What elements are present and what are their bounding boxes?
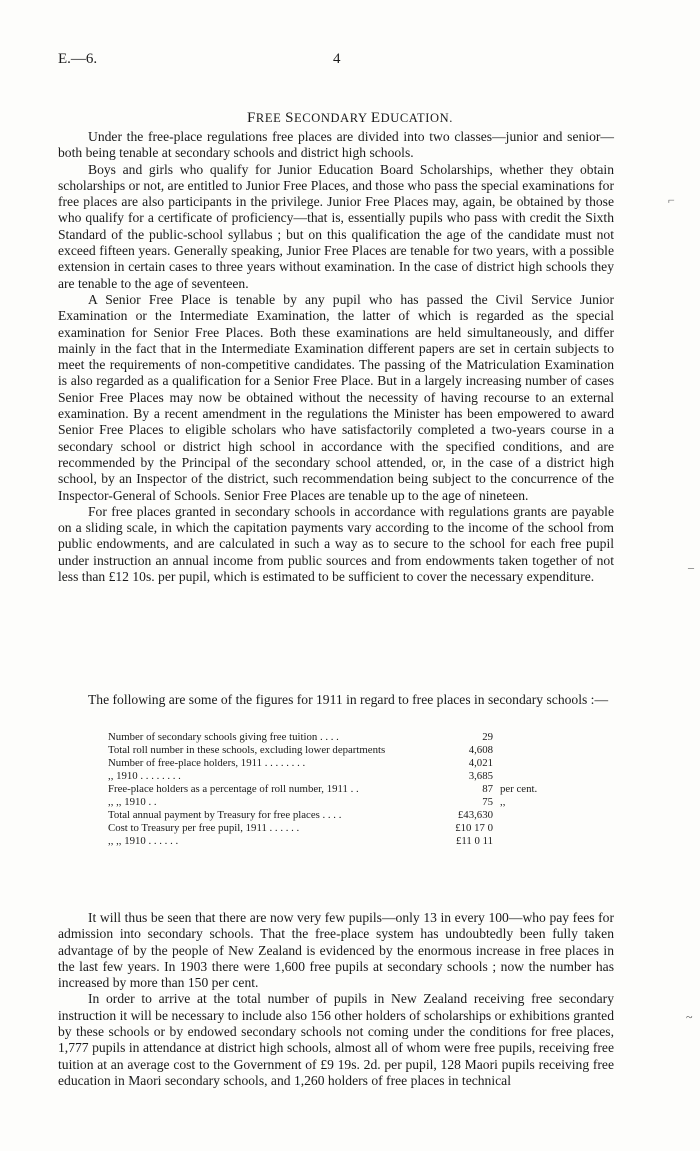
stat-label: Cost to Treasury per free pupil, 1911 . . . . . . [108, 822, 300, 834]
stat-label: Total annual payment by Treasury for free places . . . . [108, 809, 342, 821]
stat-row [108, 783, 578, 796]
body-text-bottom [58, 910, 614, 1089]
body-text-top [58, 129, 614, 585]
stat-row [108, 822, 578, 835]
section-title: FREE SECONDARY EDUCATION. [246, 110, 454, 126]
stat-row [108, 744, 578, 757]
stat-value: £11 0 11 [456, 835, 493, 847]
stat-label: ,, ,, 1910 . . . . . . [108, 835, 179, 847]
paragraph: It will thus be seen that there are now very few pupils—only 13 in every 100—who pay fees for admission into secondary schools. That the free-place system has undoubtedly been fully taken advantage of by the people of New Zealand is evidenced by the enormous increase in free places in the last few years. In 1903 there were 1,600 free pupils at secondary schools ; now the number has increased by more than 150 per cent. [58, 910, 614, 991]
stat-row [108, 731, 578, 744]
margin-mark: ~ [686, 1010, 693, 1024]
stat-label: Free-place holders as a percentage of roll number, 1911 . . [108, 783, 359, 795]
margin-mark: ‒ [688, 560, 694, 574]
stat-label: ,, 1910 . . . . . . . . [108, 770, 181, 782]
stat-unit: ,, [500, 796, 506, 808]
paragraph: For free places granted in secondary schools in accordance with regulations grants are payable on a sliding scale, in which the capitation payments vary according to the income of the school from public endowments, and are calculated in such a way as to secure to the school for each free pupil under instruction an annual income from public sources and from endowments taken together of not less than £12 10s. per pupil, which is estimated to be sufficient to cover the necessary expenditure. [58, 503, 614, 585]
stat-label: Number of free-place holders, 1911 . . . . . . . . [108, 757, 306, 769]
stat-label: Number of secondary schools giving free tuition . . . . [108, 731, 339, 743]
stat-value: 4,021 [468, 757, 493, 769]
stat-row [108, 809, 578, 822]
paragraph: In order to arrive at the total number of pupils in New Zealand receiving free secondary instruction it will be necessary to include also 156 other holders of scholarships or exhibitions granted by these schools or by endowed secondary schools not coming under the conditions for free places, 1,777 pupils in attendance at district high schools, almost all of whom were free pupils, receiving free tuition at an average cost to the Government of £9 19s. 2d. per pupil, 128 Maori pupils receiving free education in Maori secondary schools, and 1,260 holders of free places in technical [58, 991, 614, 1088]
stat-value: 75 [482, 796, 493, 808]
stat-value: 3,685 [468, 770, 493, 782]
paragraph: Boys and girls who qualify for Junior Education Board Scholarships, whether they obtain scholarships or not, are entitled to Junior Free Places, and those who pass the special examinations for free places are also participants in the privilege. Junior Free Places may, again, be obtained by those who qualify for a certificate of proficiency—that is, essentially pupils who pass with credit the Sixth Standard of the public-school syllabus ; but on this qualification the age of the candidate must not exceed fifteen years. Generally speaking, Junior Free Places are tenable for two years, with a possible extension in certain cases to three years without examination. In the case of district high schools they are tenable to the age of seventeen. [58, 161, 614, 291]
stat-unit: per cent. [500, 783, 538, 795]
stat-row [108, 796, 578, 809]
paragraph: The following are some of the figures for 1911 in regard to free places in secondary schools :— [88, 692, 609, 707]
statistics-table [108, 731, 578, 848]
page-number: 4 [333, 51, 341, 67]
stat-value: 29 [482, 731, 493, 743]
stat-value: £43,630 [457, 809, 493, 821]
stat-row [108, 757, 578, 770]
margin-mark: ⌐ [668, 193, 675, 207]
stat-value: 87 [482, 783, 493, 795]
stat-value: £10 17 0 [455, 822, 493, 834]
stat-row [108, 770, 578, 783]
paragraph: Under the free-place regulations free places are divided into two classes—junior and senior—both being tenable at secondary schools and district high schools. [58, 129, 614, 161]
stat-value: 4,608 [468, 744, 493, 756]
stat-label: Total roll number in these schools, excluding lower departments [108, 744, 386, 756]
stat-row [108, 835, 578, 848]
paragraph: A Senior Free Place is tenable by any pupil who has passed the Civil Service Junior Examination or the Intermediate Examination, the latter of which is regarded as the special examination for Senior Free Places. Both these examinations are held simultaneously, and differ mainly in the fact that in the Intermediate Examination different papers are set in certain subjects to meet the requirements of non-competitive candidates. The passing of the Matriculation Examination is also regarded as a qualification for a Senior Free Place. But in a largely increasing number of cases Senior Free Places may now be obtained without the necessity of having recourse to an external examination. By a recent amendment in the regulations the Minister has been empowered to award Senior Free Places to eligible scholars who have satisfactorily completed a two-years course in a secondary school or district high school in accordance with the specified conditions, and are recommended by the Principal of the secondary school attended, or, in the case of a district high school, by an Inspector of the district, such recommendation being subject to the concurrence of the Inspector-General of Schools. Senior Free Places are tenable up to the age of nineteen. [58, 291, 614, 503]
stats-intro [58, 692, 614, 708]
stat-label: ,, ,, 1910 . . [108, 796, 157, 808]
report-code: E.—6. [58, 51, 98, 67]
